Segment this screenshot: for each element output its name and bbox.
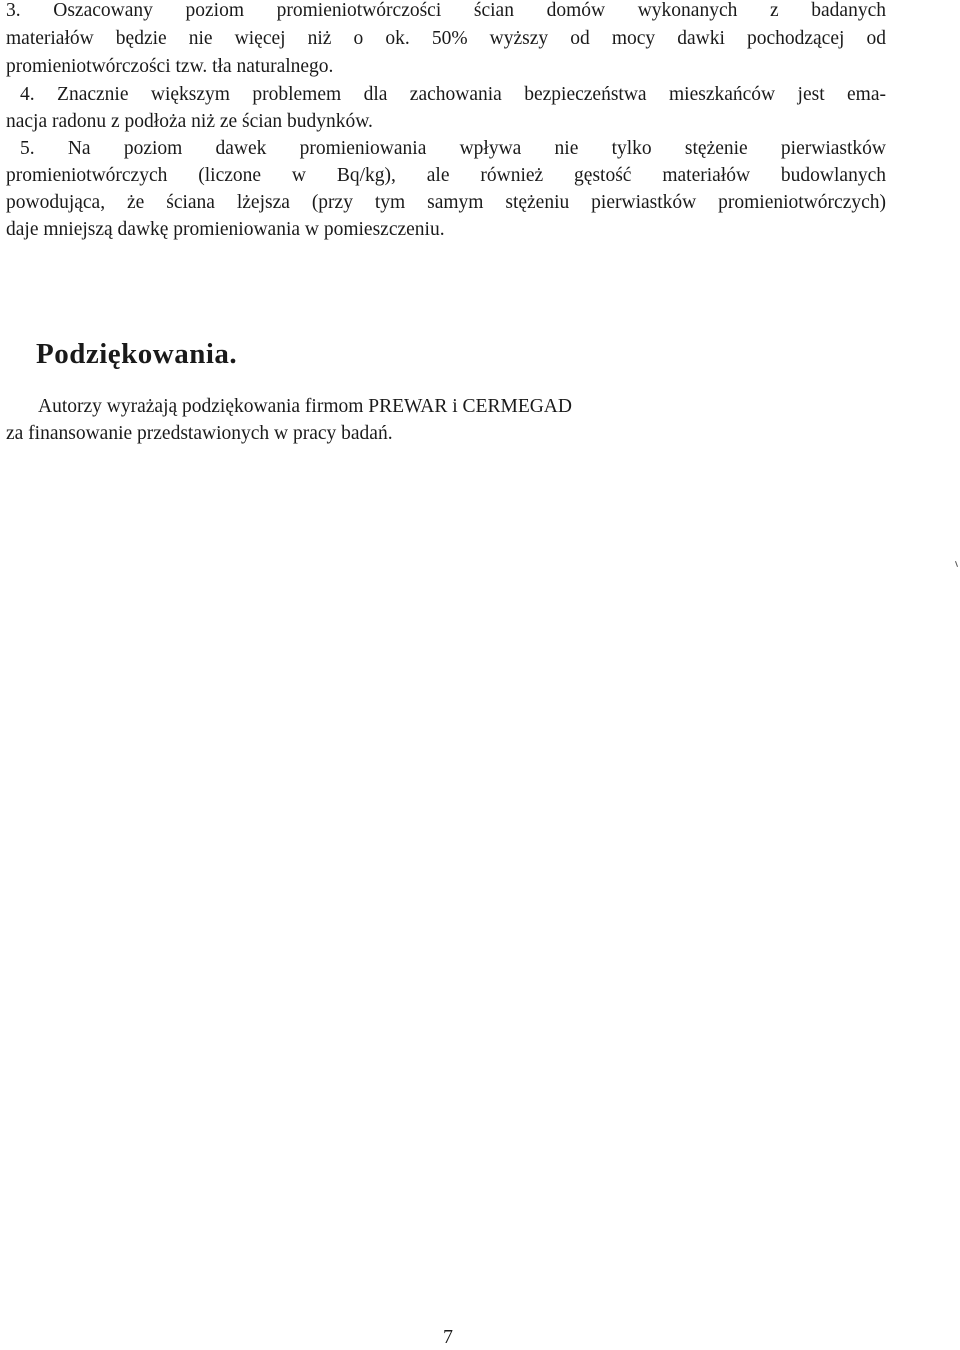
finding-3-line-2: materiałów będzie nie więcej niż o ok. 50% wyższy od mocy dawki pochodzącej od (6, 28, 886, 49)
scan-speck (955, 561, 958, 567)
finding-5-line-1: 5. Na poziom dawek promieniowania wpływa nie tylko stężenie pierwiastków (20, 138, 886, 159)
finding-4-line-1: 4. Znacznie większym problemem dla zachowania bezpieczeństwa mieszkańców jest ema- (20, 84, 886, 105)
finding-3-line-3: promieniotwórczości tzw. tła naturalnego. (6, 56, 334, 77)
acknowledgements-line-1: Autorzy wyrażają podziękowania firmom PREWAR i CERMEGAD (38, 396, 572, 417)
finding-5-line-3: powodująca, że ściana lżejsza (przy tym samym stężeniu pierwiastków promieniotwórczych) (6, 192, 886, 213)
acknowledgements-heading: Podziękowania. (36, 338, 238, 370)
finding-5-line-4: daje mniejszą dawkę promieniowania w pomieszczeniu. (6, 219, 445, 240)
acknowledgements-line-2: za finansowanie przedstawionych w pracy badań. (6, 423, 393, 444)
finding-5-line-2: promieniotwórczych (liczone w Bq/kg), ale również gęstość materiałów budowlanych (6, 165, 886, 186)
page-number: 7 (443, 1326, 453, 1348)
finding-4-line-2: nacja radonu z podłoża niż ze ścian budynków. (6, 111, 373, 132)
finding-3-line-1: 3. Oszacowany poziom promieniotwórczości ścian domów wykonanych z badanych (6, 0, 886, 21)
